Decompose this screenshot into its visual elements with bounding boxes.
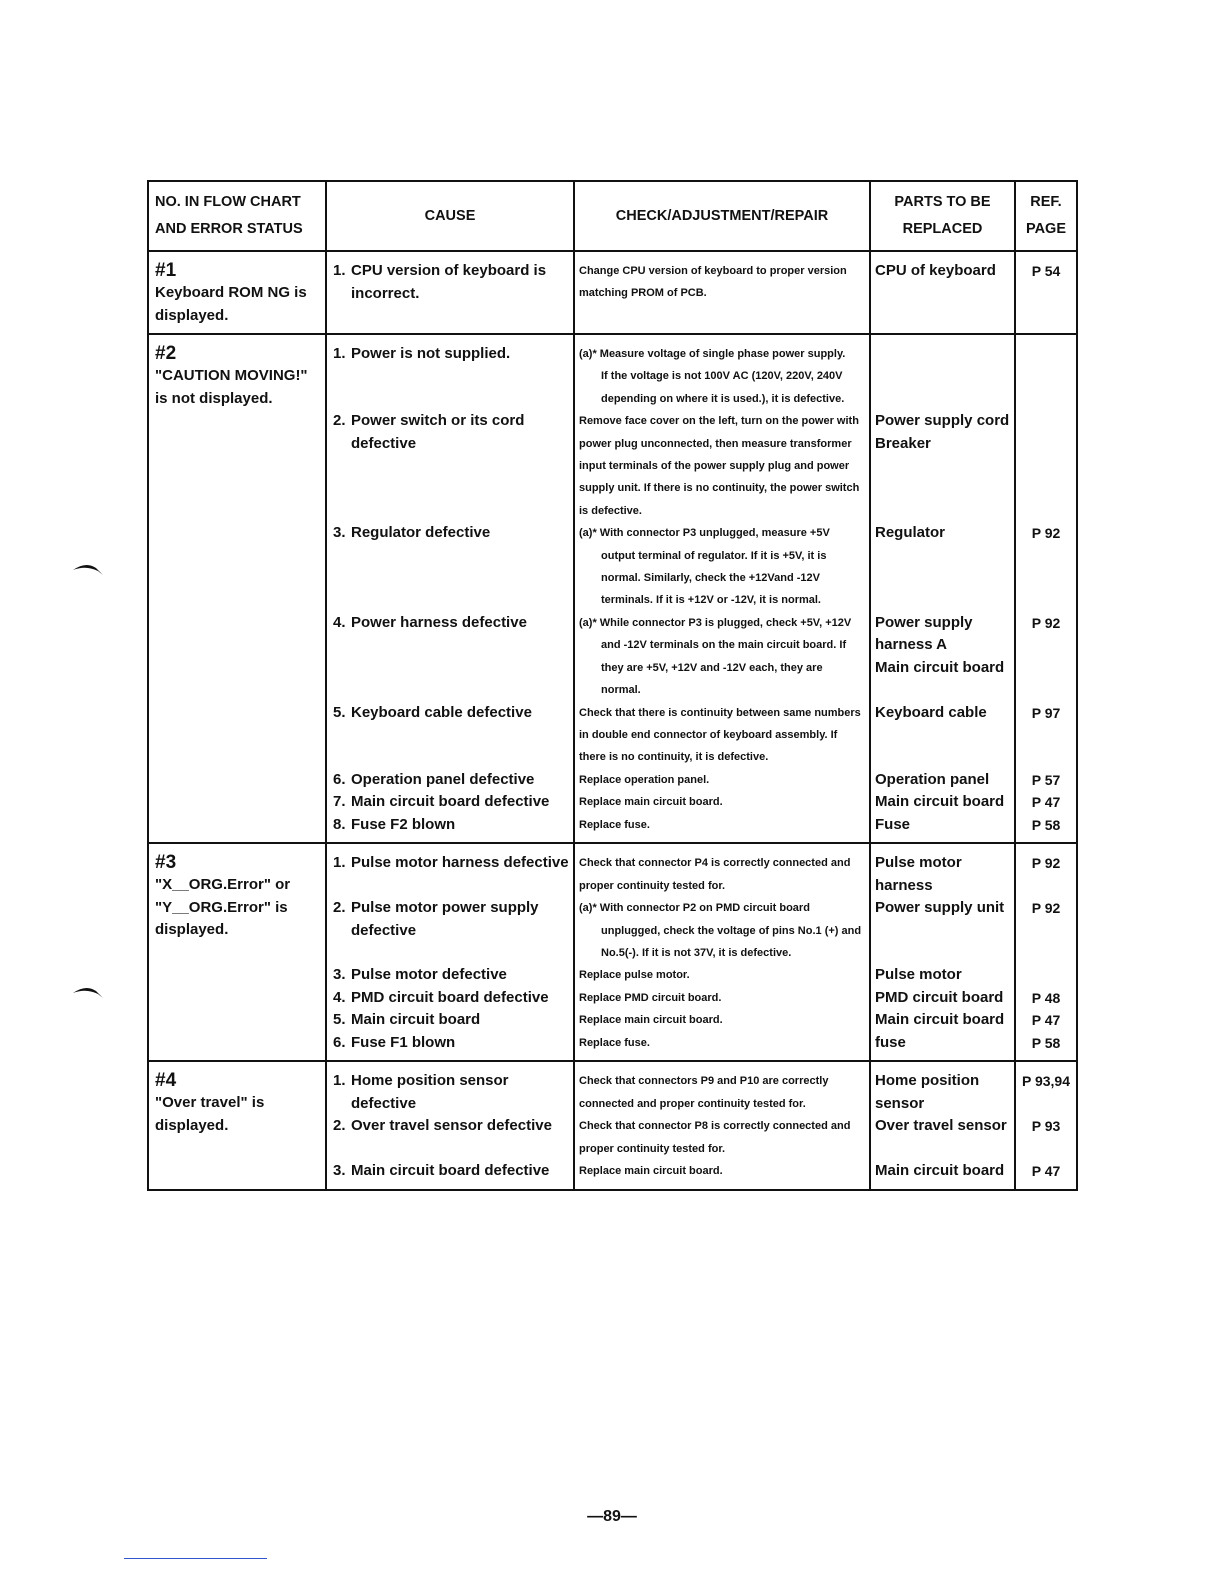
header-ref-text: REF. PAGE <box>1025 194 1067 237</box>
cause-cell <box>326 702 574 769</box>
ref-cell <box>1015 814 1077 844</box>
cause-cell <box>326 522 574 612</box>
parts-cell <box>870 791 1015 814</box>
parts-cell <box>870 843 1015 897</box>
ref-cell <box>1015 334 1077 410</box>
cause-text: Main circuit board <box>351 1011 481 1029</box>
cause-item <box>327 702 573 725</box>
header-cause-text: CAUSE <box>424 207 476 224</box>
cause-number: 6. <box>333 1033 346 1051</box>
cause-item <box>327 897 573 942</box>
parts-cell <box>870 814 1015 844</box>
cause-item <box>327 814 573 837</box>
parts-to-replace: Power supply cord Breaker <box>875 412 1010 452</box>
check-cell <box>574 843 870 897</box>
check-instructions <box>575 852 869 897</box>
parts-to-replace: Power supply unit <box>875 899 1005 917</box>
margin-mark-icon <box>72 985 104 999</box>
cause-number: 5. <box>333 703 346 721</box>
parts-to-replace: Home position sensor <box>875 1072 980 1112</box>
cause-item <box>327 522 573 545</box>
check-cell <box>574 334 870 410</box>
cause-cell <box>326 1160 574 1190</box>
header-check-text: CHECK/ADJUSTMENT/REPAIR <box>615 207 829 224</box>
check-line: Check that connector P4 is correctly connected and proper continuity tested for. <box>579 857 851 892</box>
parts-to-replace: fuse <box>875 1033 906 1051</box>
cause-number: 3. <box>333 1162 346 1180</box>
check-instructions <box>575 343 869 410</box>
cause-number: 5. <box>333 1011 346 1029</box>
ref-cell <box>1015 1160 1077 1190</box>
parts-cell <box>870 1009 1015 1032</box>
cause-cell <box>326 410 574 522</box>
ref-page: P 97 <box>1031 704 1061 721</box>
cause-item <box>327 852 573 875</box>
ref-page: P 58 <box>1031 816 1061 833</box>
cause-text: PMD circuit board defective <box>351 988 549 1006</box>
ref-cell <box>1015 791 1077 814</box>
check-instructions <box>575 1160 869 1182</box>
status-group <box>148 334 1077 843</box>
cause-text: Home position sensor defective <box>351 1072 509 1112</box>
parts-cell <box>870 522 1015 612</box>
check-cell <box>574 791 870 814</box>
check-cell <box>574 769 870 792</box>
cause-text: Power harness defective <box>351 613 527 631</box>
cause-text: Operation panel defective <box>351 770 535 788</box>
header-check <box>574 181 870 251</box>
ref-cell <box>1015 843 1077 897</box>
check-cell <box>574 612 870 702</box>
check-line: Check that connectors P9 and P10 are correctly connected and proper continuity tested for. <box>579 1075 829 1110</box>
cause-number: 2. <box>333 412 346 430</box>
cause-number: 1. <box>333 854 346 872</box>
ref-page: P 48 <box>1031 989 1061 1006</box>
cause-text: Pulse motor defective <box>351 966 507 984</box>
cause-item <box>327 1070 573 1115</box>
check-cell <box>574 897 870 964</box>
parts-cell <box>870 251 1015 334</box>
check-cell <box>574 1009 870 1032</box>
cause-number: 3. <box>333 966 346 984</box>
cause-cell <box>326 987 574 1010</box>
cause-cell <box>326 334 574 410</box>
cause-text: Main circuit board defective <box>351 1162 550 1180</box>
check-instructions <box>575 260 869 305</box>
ref-page: P 93,94 <box>1021 1073 1070 1090</box>
table-row <box>148 334 1077 410</box>
ref-page: P 47 <box>1031 1163 1061 1180</box>
status-description: "Over travel" is displayed. <box>155 1094 265 1134</box>
cause-text: Pulse motor power supply defective <box>351 899 539 939</box>
check-instructions <box>575 769 869 791</box>
header-parts-text: PARTS TO BE REPLACED <box>894 194 991 237</box>
check-instructions <box>575 987 869 1009</box>
ref-cell <box>1015 522 1077 612</box>
ref-page: P 47 <box>1031 1012 1061 1029</box>
cause-item <box>327 987 573 1010</box>
cause-number: 2. <box>333 899 346 917</box>
parts-cell <box>870 964 1015 987</box>
cause-cell <box>326 897 574 964</box>
check-line: Replace operation panel. <box>579 773 710 786</box>
parts-to-replace: Over travel sensor <box>875 1117 1007 1135</box>
cause-cell <box>326 1061 574 1115</box>
cause-cell <box>326 769 574 792</box>
check-instructions <box>575 1009 869 1031</box>
ref-cell <box>1015 964 1077 987</box>
check-continuation: unplugged, check the voltage of pins No.1 (+) and No.5(-). If it is not 37V, it is defective. <box>601 924 862 960</box>
ref-cell <box>1015 1009 1077 1032</box>
parts-to-replace: Pulse motor harness <box>875 854 962 894</box>
check-instructions <box>575 1115 869 1160</box>
cause-number: 4. <box>333 613 346 631</box>
header-ref <box>1015 181 1077 251</box>
check-line: (a)* Measure voltage of single phase power supply. <box>579 348 846 360</box>
check-instructions <box>575 410 869 522</box>
check-line: Replace fuse. <box>579 818 650 831</box>
cause-number: 4. <box>333 988 346 1006</box>
table-header-row <box>148 181 1077 251</box>
cause-item <box>327 260 573 305</box>
cause-text: Power switch or its cord defective <box>351 412 525 452</box>
ref-page: P 57 <box>1031 771 1061 788</box>
parts-to-replace: Operation panel <box>875 770 990 788</box>
cause-number: 1. <box>333 345 346 362</box>
cause-text: Over travel sensor defective <box>351 1117 552 1135</box>
check-cell <box>574 964 870 987</box>
ref-page: P 93 <box>1031 1118 1061 1135</box>
check-line: (a)* With connector P3 unplugged, measure +5V <box>579 527 830 540</box>
margin-mark-icon <box>72 562 104 576</box>
cause-cell <box>326 964 574 987</box>
cause-text: Pulse motor harness defective <box>351 854 569 872</box>
status-number: #2 <box>155 343 177 364</box>
parts-cell <box>870 612 1015 702</box>
check-instructions <box>575 522 869 612</box>
header-status-text: NO. IN FLOW CHART AND ERROR STATUS <box>155 194 303 237</box>
check-continuation: If the voltage is not 100V AC (120V, 220V, 240V depending on where it is used.), it is defective. <box>601 370 845 405</box>
status-cell <box>148 334 326 843</box>
check-instructions <box>575 1032 869 1054</box>
parts-to-replace: Power supply harness A Main circuit board <box>875 613 1005 676</box>
check-instructions <box>575 791 869 813</box>
cause-cell <box>326 1115 574 1160</box>
parts-to-replace: Keyboard cable <box>875 703 987 721</box>
ref-cell <box>1015 1061 1077 1115</box>
check-line: Replace PMD circuit board. <box>579 991 722 1004</box>
cause-item <box>327 791 573 814</box>
status-description: "X__ORG.Error" or "Y__ORG.Error" is displayed. <box>155 876 291 939</box>
footer-rule <box>124 1558 267 1559</box>
cause-item <box>327 612 573 635</box>
cause-number: 7. <box>333 793 346 811</box>
check-line: Replace fuse. <box>579 1036 650 1049</box>
parts-to-replace: PMD circuit board <box>875 988 1004 1006</box>
header-status <box>148 181 326 251</box>
cause-text: Keyboard cable defective <box>351 703 532 721</box>
check-cell <box>574 702 870 769</box>
status-cell <box>148 251 326 334</box>
ref-cell <box>1015 702 1077 769</box>
status-cell <box>148 1061 326 1189</box>
check-instructions <box>575 702 869 769</box>
parts-cell <box>870 769 1015 792</box>
check-instructions <box>575 814 869 836</box>
status-cell <box>148 843 326 1061</box>
ref-cell <box>1015 1032 1077 1062</box>
check-instructions <box>575 612 869 702</box>
check-line: (a)* While connector P3 is plugged, check +5V, +12V <box>579 616 852 629</box>
ref-page: P 47 <box>1031 794 1061 811</box>
status-group <box>148 1061 1077 1189</box>
status-number: #3 <box>155 852 177 874</box>
cause-item <box>327 769 573 792</box>
check-cell <box>574 1061 870 1115</box>
cause-number: 3. <box>333 524 346 542</box>
check-cell <box>574 251 870 334</box>
ref-cell <box>1015 987 1077 1010</box>
ref-cell <box>1015 410 1077 522</box>
cause-number: 2. <box>333 1117 346 1135</box>
check-cell <box>574 1115 870 1160</box>
cause-item <box>327 1009 573 1032</box>
table-row <box>148 1061 1077 1115</box>
cause-cell <box>326 843 574 897</box>
ref-cell <box>1015 769 1077 792</box>
cause-item <box>327 964 573 987</box>
header-cause <box>326 181 574 251</box>
cause-item <box>327 410 573 455</box>
check-line: Change CPU version of keyboard to proper version matching PROM of PCB. <box>579 265 847 300</box>
status-group <box>148 843 1077 1061</box>
check-line: Check that connector P8 is correctly connected and proper continuity tested for. <box>579 1120 851 1155</box>
check-line: Remove face cover on the left, turn on the power with power plug unconnected, then measure transformer input terminals of the power supply plug and power supply unit. If there is no continuity, the power switch is defective. <box>579 415 860 517</box>
check-line: Check that there is continuity between same numbers in double end connector of keyboard assembly. If there is no continuity, it is defective. <box>579 706 861 764</box>
cause-text: Fuse F2 blown <box>351 815 456 833</box>
parts-to-replace: Main circuit board <box>875 1162 1005 1180</box>
cause-item <box>327 1032 573 1055</box>
troubleshooting-table <box>147 180 1078 1191</box>
check-cell <box>574 987 870 1010</box>
check-line: Replace pulse motor. <box>579 969 690 982</box>
cause-cell <box>326 612 574 702</box>
ref-page: P 92 <box>1031 900 1061 917</box>
cause-number: 1. <box>333 1072 346 1090</box>
ref-page: P 92 <box>1031 525 1061 542</box>
check-line: Replace main circuit board. <box>579 796 723 809</box>
cause-cell <box>326 791 574 814</box>
ref-cell <box>1015 1115 1077 1160</box>
cause-number: 6. <box>333 770 346 788</box>
parts-to-replace: Pulse motor <box>875 966 962 984</box>
cause-text: Main circuit board defective <box>351 793 550 811</box>
parts-cell <box>870 1032 1015 1062</box>
cause-text: CPU version of keyboard is incorrect. <box>351 262 547 302</box>
header-parts <box>870 181 1015 251</box>
check-cell <box>574 522 870 612</box>
check-cell <box>574 410 870 522</box>
cause-text: Fuse F1 blown <box>351 1033 456 1051</box>
check-cell <box>574 1160 870 1190</box>
cause-number: 8. <box>333 815 346 833</box>
ref-page: P 92 <box>1031 614 1061 631</box>
check-cell <box>574 814 870 844</box>
status-description: Keyboard ROM NG is displayed. <box>155 284 307 324</box>
table-row <box>148 843 1077 897</box>
check-continuation: and -12V terminals on the main circuit board. If they are +5V, +12V and -12V each, they are normal. <box>601 639 847 697</box>
parts-cell <box>870 897 1015 964</box>
check-continuation: output terminal of regulator. If it is +5V, it is normal. Similarly, check the +12Vand -12V terminals. If it is +12V or -12V, it is normal. <box>601 549 827 607</box>
parts-cell <box>870 702 1015 769</box>
cause-cell <box>326 1009 574 1032</box>
ref-cell <box>1015 251 1077 334</box>
page-number: —89— <box>587 1508 637 1525</box>
parts-to-replace: Regulator <box>875 524 946 542</box>
ref-cell <box>1015 612 1077 702</box>
parts-cell <box>870 334 1015 410</box>
check-instructions <box>575 964 869 986</box>
cause-text: Regulator defective <box>351 524 491 542</box>
status-group <box>148 251 1077 334</box>
cause-cell <box>326 251 574 334</box>
check-line: Replace main circuit board. <box>579 1014 723 1027</box>
cause-number: 1. <box>333 262 346 279</box>
cause-item <box>327 1160 573 1183</box>
ref-cell <box>1015 897 1077 964</box>
status-number: #4 <box>155 1070 177 1092</box>
cause-cell <box>326 814 574 844</box>
check-cell <box>574 1032 870 1062</box>
parts-cell <box>870 987 1015 1010</box>
parts-cell <box>870 1160 1015 1190</box>
cause-cell <box>326 1032 574 1062</box>
table-row <box>148 251 1077 334</box>
check-instructions <box>575 1070 869 1115</box>
parts-cell <box>870 410 1015 522</box>
ref-page: P 54 <box>1031 263 1061 279</box>
parts-to-replace: Main circuit board <box>875 1011 1005 1029</box>
cause-text: Power is not supplied. <box>351 345 511 362</box>
check-line: Replace main circuit board. <box>579 1165 723 1178</box>
status-number: #1 <box>155 260 177 281</box>
ref-page: P 92 <box>1031 855 1061 872</box>
cause-item <box>327 1115 573 1138</box>
parts-cell <box>870 1061 1015 1115</box>
ref-page: P 58 <box>1031 1034 1061 1051</box>
parts-to-replace: Fuse <box>875 815 911 833</box>
parts-to-replace: Main circuit board <box>875 793 1005 811</box>
check-instructions <box>575 897 869 964</box>
cause-item <box>327 343 573 366</box>
check-line: (a)* With connector P2 on PMD circuit board <box>579 902 810 915</box>
parts-cell <box>870 1115 1015 1160</box>
parts-to-replace: CPU of keyboard <box>875 262 996 279</box>
status-description: "CAUTION MOVING!" is not displayed. <box>155 367 308 407</box>
